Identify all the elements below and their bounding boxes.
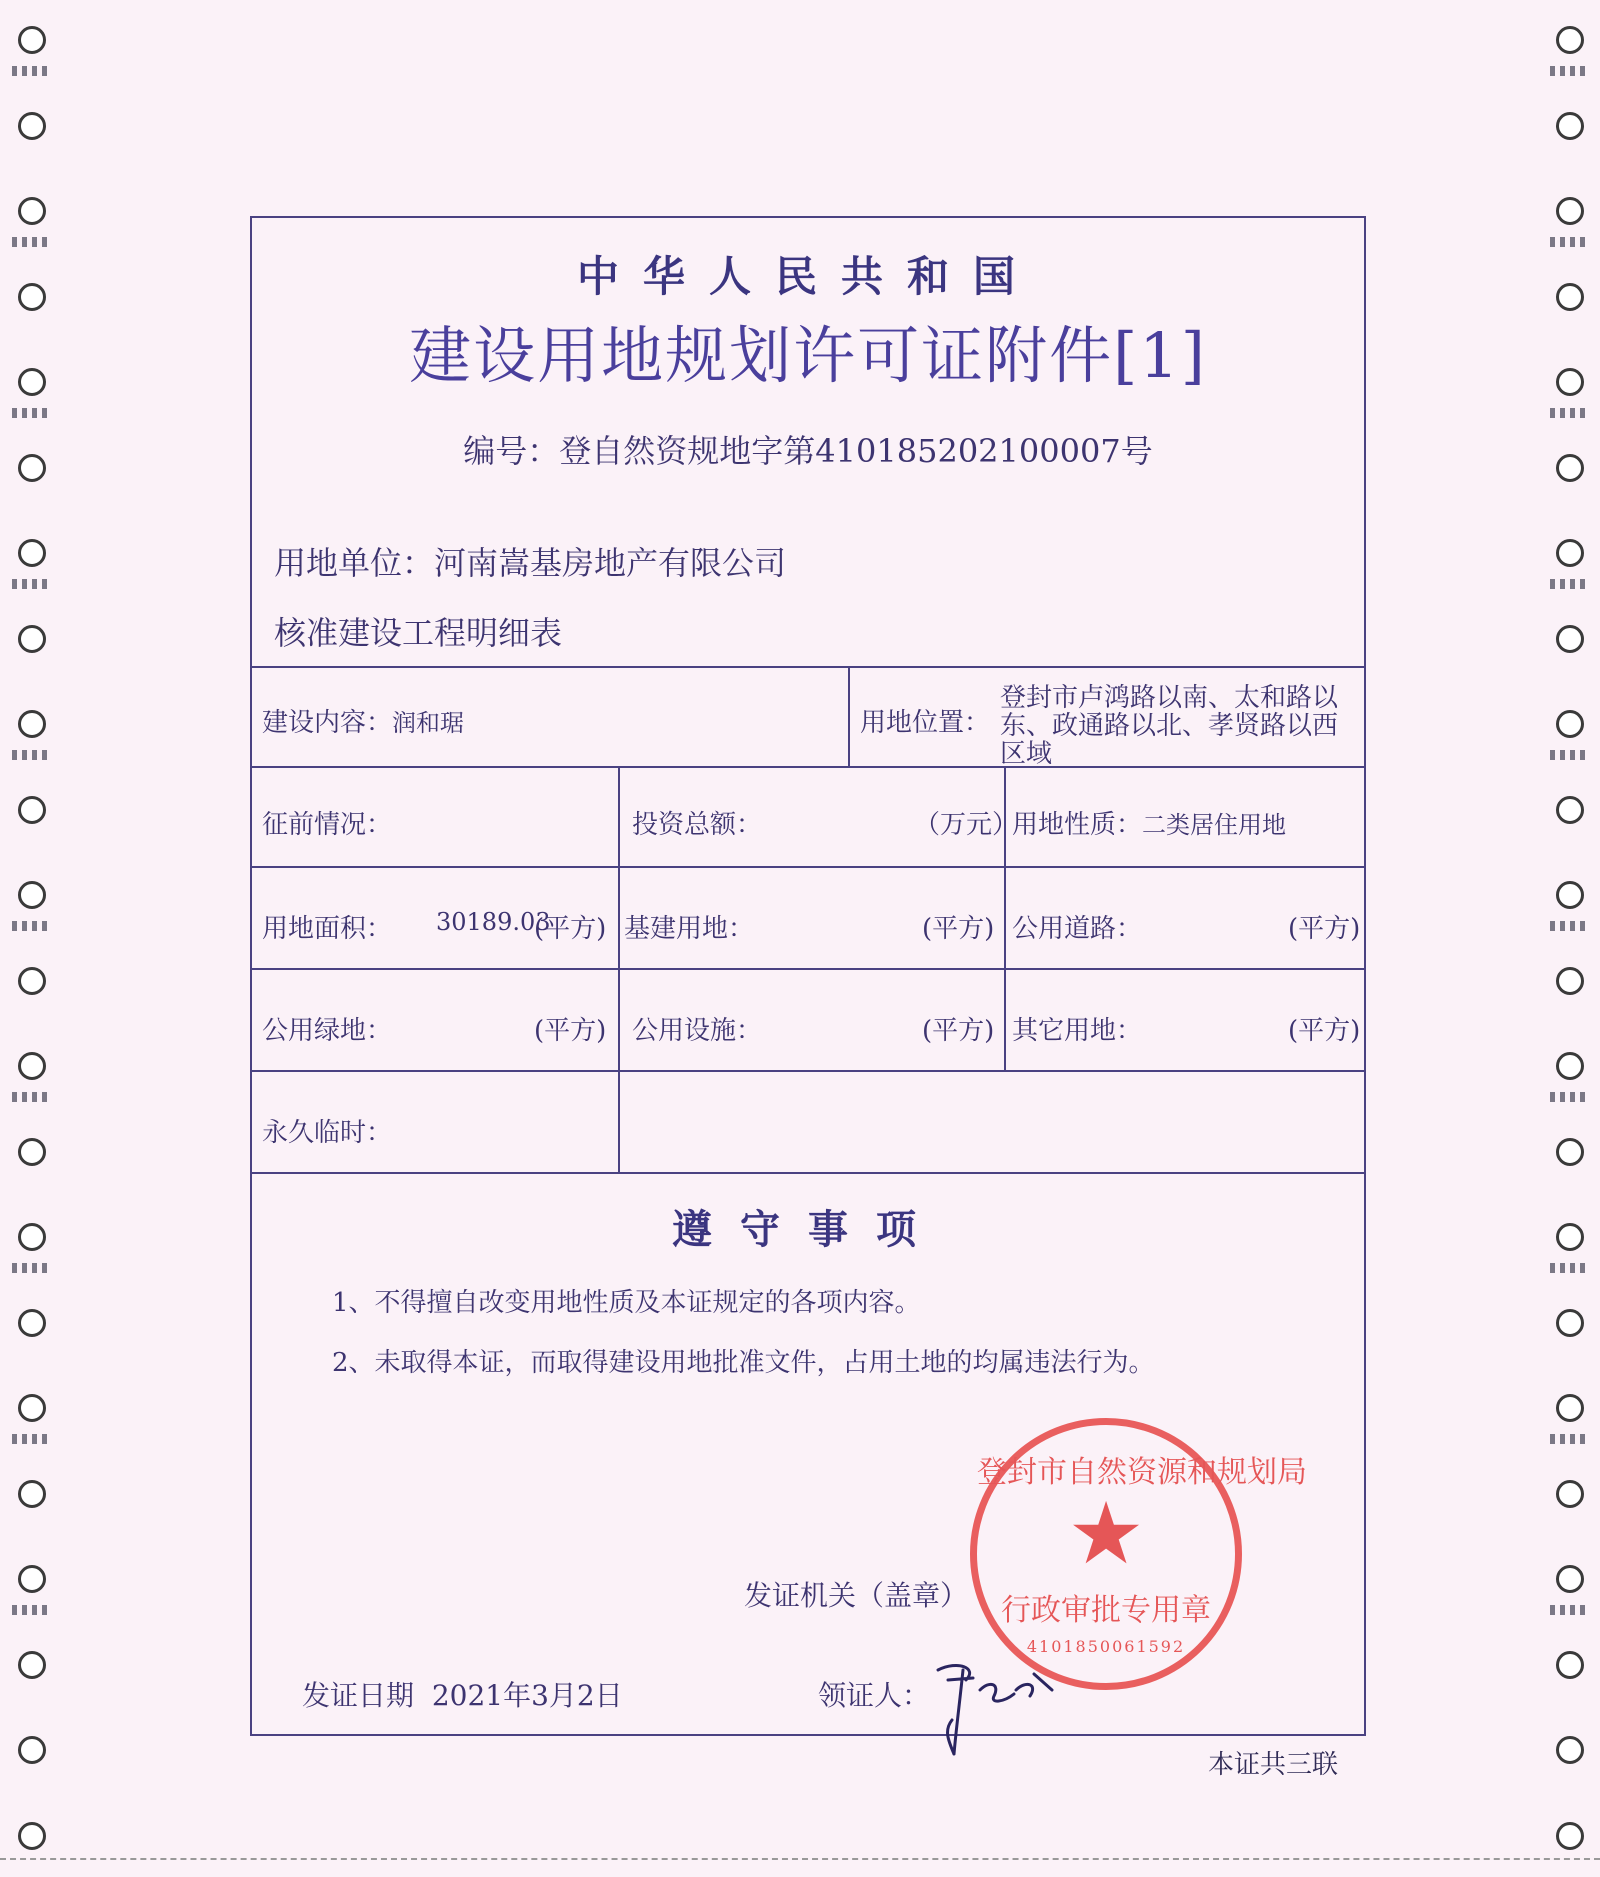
land-area-value: 30189.03 [436, 908, 551, 936]
land-location-label: 用地位置： [860, 708, 991, 738]
feed-hole [1556, 625, 1584, 653]
feed-mark [1550, 750, 1590, 760]
feed-hole [18, 1309, 46, 1337]
public-green-label: 公用绿地： [262, 1016, 393, 1046]
feed-mark [12, 579, 52, 589]
table-title: 核准建设工程明细表 [274, 614, 563, 652]
issuing-authority: 发证机关（盖章） [744, 1579, 969, 1612]
seal-bottom-text: 行政审批专用章 [1001, 1593, 1211, 1628]
table-line [618, 766, 620, 1172]
feed-mark [1550, 1263, 1590, 1273]
land-location-value: 登封市卢鸿路以南、太和路以东、政通路以北、孝贤路以西区域 [1000, 683, 1339, 769]
feed-hole [1556, 1394, 1584, 1422]
feed-hole [1556, 1480, 1584, 1508]
feed-mark [1550, 1434, 1590, 1444]
other-land-unit: (平方) [1288, 1016, 1361, 1046]
construction-land-unit: (平方) [922, 914, 995, 944]
feed-hole [1556, 710, 1584, 738]
feed-hole [1556, 881, 1584, 909]
feed-mark [1550, 579, 1590, 589]
feed-hole [1556, 539, 1584, 567]
feed-hole [18, 1565, 46, 1593]
certificate-frame [250, 216, 1366, 1736]
feed-hole [18, 1651, 46, 1679]
rules-title: 遵守事项 [672, 1206, 944, 1253]
construction-land-label: 基建用地： [624, 914, 755, 944]
feed-mark [12, 1434, 52, 1444]
land-area-label: 用地面积： [262, 914, 393, 944]
construction-content-value: 润和琚 [392, 709, 465, 737]
tractor-feed-left [0, 0, 60, 1877]
feed-hole [1556, 1736, 1584, 1764]
feed-hole [1556, 967, 1584, 995]
feed-mark [1550, 237, 1590, 247]
table-line [252, 866, 1364, 868]
feed-hole [1556, 1223, 1584, 1251]
feed-hole [1556, 1309, 1584, 1337]
construction-content [262, 702, 464, 739]
feed-hole [18, 1480, 46, 1508]
country-heading: 中华人民共和国 [576, 252, 1039, 301]
feed-hole [18, 1052, 46, 1080]
recipient-label: 领证人： [818, 1679, 931, 1712]
pre-condition-label: 征前情况： [262, 810, 393, 840]
feed-mark [12, 237, 52, 247]
public-road-unit: (平方) [1288, 914, 1361, 944]
investment-unit: （万元） [914, 810, 1019, 840]
feed-hole [1556, 1822, 1584, 1850]
feed-hole [18, 710, 46, 738]
feed-mark [12, 66, 52, 76]
feed-hole [18, 1223, 46, 1251]
feed-mark [1550, 408, 1590, 418]
feed-hole [1556, 197, 1584, 225]
feed-hole [18, 796, 46, 824]
public-facility-unit: (平方) [922, 1016, 995, 1046]
land-nature [1012, 804, 1286, 841]
seal-number: 4101850061592 [1026, 1637, 1186, 1656]
investment-label: 投资总额： [632, 810, 763, 840]
feed-hole [1556, 368, 1584, 396]
public-facility-label: 公用设施： [632, 1016, 763, 1046]
feed-hole [1556, 26, 1584, 54]
land-unit [274, 538, 786, 584]
feed-mark [12, 750, 52, 760]
feed-hole [1556, 283, 1584, 311]
feed-hole [18, 881, 46, 909]
rule-item: 1、不得擅自改变用地性质及本证规定的各项内容。 [332, 1288, 921, 1318]
table-line [252, 1172, 1364, 1174]
land-nature-value: 二类居住用地 [1142, 811, 1287, 839]
feed-hole [18, 368, 46, 396]
seal-top-text: 登封市自然资源和规划局 [977, 1455, 1307, 1490]
feed-mark [12, 1092, 52, 1102]
table-line [252, 1070, 1364, 1072]
feed-mark [1550, 1605, 1590, 1615]
copies-note: 本证共三联 [1208, 1750, 1339, 1780]
feed-hole [18, 1736, 46, 1764]
public-green-unit: (平方) [534, 1016, 607, 1046]
land-area-unit: (平方) [534, 914, 607, 944]
land-nature-label: 用地性质： [1012, 810, 1143, 840]
feed-hole [18, 967, 46, 995]
public-road-label: 公用道路： [1012, 914, 1143, 944]
land-unit-value: 河南嵩基房地产有限公司 [434, 544, 787, 582]
certificate-title: 建设用地规划许可证附件[1] [409, 319, 1207, 392]
feed-hole [18, 112, 46, 140]
table-line [252, 666, 1364, 668]
feed-hole [1556, 1651, 1584, 1679]
feed-mark [1550, 66, 1590, 76]
rule-item: 2、未取得本证，而取得建设用地批准文件，占用土地的均属违法行为。 [332, 1348, 1155, 1378]
feed-hole [18, 625, 46, 653]
feed-hole [18, 1394, 46, 1422]
issue-date-value: 2021年3月2日 [431, 1679, 623, 1712]
feed-hole [1556, 1565, 1584, 1593]
feed-hole [18, 454, 46, 482]
feed-mark [12, 408, 52, 418]
feed-hole [1556, 454, 1584, 482]
feed-hole [18, 1822, 46, 1850]
construction-content-label: 建设内容： [262, 708, 393, 738]
handwritten-signature [918, 1650, 1068, 1760]
permanent-temporary-label: 永久临时： [262, 1118, 393, 1148]
tractor-feed-right [1540, 0, 1600, 1877]
certificate-number: 编号：登自然资规地字第410185202100007号 [463, 432, 1153, 470]
land-unit-label: 用地单位： [274, 544, 435, 582]
star-icon: ★ [1067, 1484, 1145, 1584]
feed-mark [1550, 921, 1590, 931]
feed-hole [1556, 796, 1584, 824]
feed-hole [1556, 1138, 1584, 1166]
table-line [252, 968, 1364, 970]
feed-hole [18, 283, 46, 311]
feed-hole [18, 539, 46, 567]
feed-hole [18, 26, 46, 54]
feed-mark [12, 1263, 52, 1273]
issue-date [302, 1674, 623, 1714]
feed-hole [18, 1138, 46, 1166]
feed-hole [1556, 1052, 1584, 1080]
issue-date-label: 发证日期 [302, 1679, 415, 1712]
table-line [848, 666, 850, 766]
feed-hole [1556, 112, 1584, 140]
feed-mark [12, 1605, 52, 1615]
feed-hole [18, 197, 46, 225]
perforation-line [0, 1858, 1600, 1860]
other-land-label: 其它用地： [1012, 1016, 1143, 1046]
feed-mark [12, 921, 52, 931]
feed-mark [1550, 1092, 1590, 1102]
